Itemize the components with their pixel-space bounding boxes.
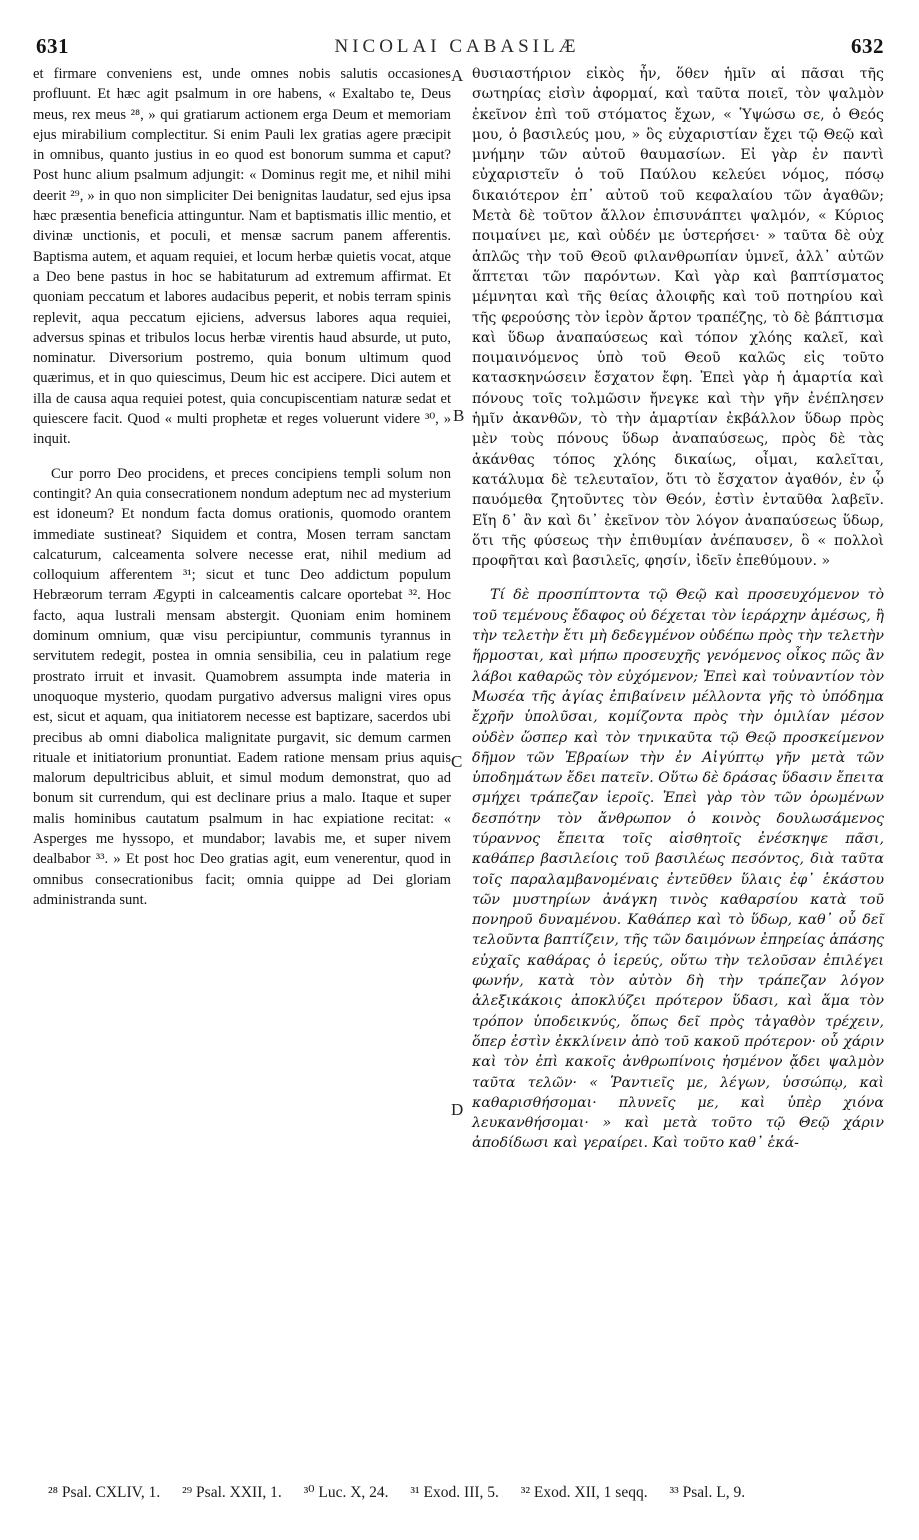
latin-paragraph-2: Cur porro Deo procidens, et preces concipiens templi solum non contingit? An quia consecrationem nondum adeptum nec ad mysterium est idoneum? Et nondum facta domus orationis, quomodo orantem immediate sustineat? Siquidem et contra, Mosen terram sanctam calcaturum, calceamenta solvere necesse erat, nihil medium ad colloquium afferentem ³¹; sicut et tunc Deo addictum populum Hebræorum terram Ægypti in calceamentis calcare oportebat ³². Hoc facto, aqua lustrali mensam abstergit. Quoniam enim hominem dominum omnium, quæ visu percipiuntur, communis tyrannus in servitutem redegit, postea in omnia sensibilia, ceu in palatium rege prostrato irruit et invasit. Quamobrem assumpta inde materia in unoquoque mysterio, quodam purgativo adversus maligni vires opus est, sicut et aquam, qua initiatorem necesse est baptizare, sacerdos ubi precibus ab omni diabolica malignitate purgavit, sic demum carmen rituale et initiatorium pronuntiat. Eadem ratione mensam prius aquis malorum depultricibus abluit, et simul modum demonstrat, quo ad bonum sit currendum, qui est declinare prius a malo. Itaque et super malis hominibus cautatum psalmum in hac expiatione recitat: « Asperges me hyssopo, et mundabor; lavabis me, et super nivem dealbabor ³³. » Et post hoc Deo gratias agit, eum venerentur, quod in omnibus consecrationibus facit; omnia quippe ad Dei gloriam administranda sunt. <box>33 465 451 908</box>
greek-column <box>472 64 884 1154</box>
footnote: ³¹ Exod. III, 5. <box>410 1484 499 1501</box>
running-title: NICOLAI CABASILÆ <box>334 36 580 57</box>
left-page-number: 631 <box>36 34 69 58</box>
latin-paragraph-1: et firmare conveniens est, unde omnes nobis salutis occasiones profluunt. Et hæc agit psalmum in ore habens, « Exaltabo te, Deus meus, rex meus ²⁸, » qui gratiarum actionem erga Deum et memoriam ejus mirabilium complectitur. Si enim Pauli lex gratias agere præcipit in omnibus, quanto justius in eo quod est bonorum summa et caput? Post hunc alium psalmum adjungit: « Dominus regit me, et nihil mihi deerit ²⁹, » in quo non simpliciter Dei benignitas laudatur, sed ejus ipsa hæc præsentia beneficia attinguntur. Nam et baptismatis illic mentio, et divinæ unctionis, et poculi, et mensæ sacrum panem afferentis. Baptisma autem, et aquam requiei, et locum herbæ quietis vocat, atque a Deo bene pastus in hoc se habitaturum ad extremum affirmat. Et quoniam peccatum et labores audacibus peperit, et nobis terram spinis replevit, aqua peccatum ejiciens, adversus labores aqua requiei, adversus spinas et tribulos locus herbæ virentis haud absurde, ut puto, nominatur. Diversorium postremo, quia bonum ultimum quod quærimus, et in quo quiescimus, Deum hic est accipere. Dici autem et illa de causa aqua requiei potest, quia concupiscentiam naturæ sedat et quiescere facit. Quod « multi prophetæ et reges voluerunt videre ³⁰, » inquit. <box>33 66 451 448</box>
footnote: ²⁹ Psal. XXII, 1. <box>182 1484 282 1501</box>
column-marker-d: D <box>451 1100 464 1119</box>
footnotes <box>48 1482 884 1503</box>
right-page-number: 632 <box>851 34 884 58</box>
column-marker-b: B <box>453 406 465 425</box>
column-marker-c: C <box>451 752 463 771</box>
footnote: ³⁰ Luc. X, 24. <box>303 1484 389 1501</box>
latin-column <box>33 64 451 910</box>
footnote: ³³ Psal. L, 9. <box>669 1484 746 1501</box>
footnote: ²⁸ Psal. CXLIV, 1. <box>48 1484 161 1501</box>
greek-paragraph-2: Τί δὲ προσπίπτοντα τῷ Θεῷ καὶ προσευχόμενον τὸ τοῦ τεμένους ἔδαφος οὐ δέχεται τὸν ἱεράρχην ἀμέσως, ἢ τὴν τελετὴν ἔτι μὴ δεδεγμένον οὐδέπω πρὸς τὴν τελετὴν ἥρμοσται, καὶ μήπω προσευχῆς γενόμενος οἶκος πῶς ἂν λάβοι καθαρῶς τὸν εὐχόμενον; Ἐπεὶ καὶ τοὐναντίον τὸν Μωσέα τῆς ἁγίας ἐπιβαίνειν μέλλοντα γῆς τὸ ὑπόδημα ἔχρῆν ὑπολῦσαι, κομίζοντα πρὸς τὴν ὁμιλίαν μέσον οὐδὲν ὥσπερ καὶ τὸν τηνικαῦτα τῷ Θεῷ προσκείμενον δῆμον τῶν Ἑβραίων τὴν ἐν Αἰγύπτῳ γῆν μετὰ τῶν ὑποδημάτων ἔδει πατεῖν. Οὕτω δὲ δράσας ὕδασιν ἔπειτα σμήχει τράπεζαν ἱεροῖς. Ἐπεὶ γὰρ τὸν τῶν ὁρωμένων δεσπότην τὸν ἄνθρωπον ὁ κοινὸς δουλωσάμενος τύραννος ἔπειτα τοῖς αἰσθητοῖς ἐνέσκηψε πᾶσι, καθάπερ βασιλείοις τοῦ βασιλέως πεσόντος, διὰ ταῦτα τοῖς παραλαμβανομέναις ἐντεῦθεν ὕλαις ἐφ᾽ ἑκάστου τῶν μυστηρίων ἀνάγκη τινὸς καθαρσίου κατὰ τοῦ πονηροῦ δυναμένου. Καθάπερ καὶ τὸ ὕδωρ, καθ᾽ οὗ δεῖ τελοῦντα βαπτίζειν, τῆς τῶν δαιμόνων ἐπηρείας ἁπάσης εὐχαῖς καθάρας ὁ ἱερεύς, οὕτω τὴν τελοῦσαν ἐπιλέγει φωνήν, κατὰ τὸν αὐτὸν δὴ τὴν τράπεζαν λόγον ἀλεξικάκοις ἀποκλύζει πρότερον ὕδασι, καὶ ἅμα τὸν τρόπον ὑποδεικνύς, ὅπως δεῖ πρὸς τἀγαθὸν τρέχειν, ὅπερ ἐστὶν ἐκκλίνειν ἀπὸ τοῦ κακοῦ πρότερον· οὗ χάριν καὶ τὸν ἐπὶ κακοῖς ἀνθρωπίνοις ἡσμένον ᾄδει ψαλμὸν ταῦτα τελῶν· « Ῥαντιεῖς με, λέγων, ὑσσώπῳ, καὶ καθαρισθήσομαι· πλυνεῖς με, καὶ ὑπὲρ χιόνα λευκανθήσομαι· » καὶ μετὰ τοῦτο τῷ Θεῷ χάριν ἀποδίδωσι καὶ γεραίρει. Καὶ τοῦτο καθ᾽ ἑκά- <box>472 587 885 1152</box>
column-marker-a: A <box>451 66 464 85</box>
greek-paragraph-1: θυσιαστήριον εἰκὸς ἦν, ὅθεν ἡμῖν αἱ πᾶσαι τῆς σωτηρίας εἰσὶν ἀφορμαί, καὶ ταῦτα ποιεῖ, τὸν ψαλμὸν ἐκεῖνον ἐπὶ τοῦ στόματος ἔχων, « Ὑψώσω σε, ὁ Θεός μου, ὁ βασιλεύς μου, » ὃς εὐχαριστίαν ἔχει τῷ Θεῷ καὶ μνήμην τῶν αὐτοῦ θαυμασίων. Εἰ γὰρ ἐν παντὶ εὐχαριστεῖν ὁ τοῦ Παύλου κελεύει νόμος, πόσῳ δικαιότερον ἐπ᾽ αὐτοῦ τοῦ κεφαλαίου τῶν ἀγαθῶν; Μετὰ δὲ τοῦτον ἄλλον ἐπισυνάπτει ψαλμόν, « Κύριος ποιμαίνει με, καὶ οὐδέν με ὑστερήσει· » ταῦτα δὲ οὐχ ἁπλῶς τὴν τοῦ Θεοῦ φιλανθρωπίαν ὑμνεῖ, ἀλλ᾽ αὐτῶν ἅπτεται τῶν παρόντων. Καὶ γὰρ καὶ βαπτίσματος μέμνηται καὶ τῆς θείας ἀλοιφῆς καὶ τοῦ ποτηρίου καὶ τῆς φερούσης τὸν ἱερὸν ἄρτον τραπέζης, τὸ δὲ βάπτισμα καὶ ὕδωρ ἀναπαύσεως καὶ τόπον χλόης καλεῖ, καὶ ποιμαινόμενος ὑπὸ τοῦ Θεοῦ καλῶς εἰς τοῦτο κατασκηνώσειν ἔσχατον ἔφη. Ἐπεὶ γὰρ ἡ ἁμαρτία καὶ πόνους τοῖς τολμῶσιν ἤνεγκε καὶ τὴν γῆν ἐνέπλησεν ἡμῖν ἀκανθῶν, τὸ τὴν ἁμαρτίαν ἐκβάλλον ὕδωρ πρὸς μὲν τοὺς πόνους ὕδωρ ἀναπαύσεως, πρὸς δὲ τὰς ἀκάνθας τόπος χλόης δικαίως, οἶμαι, καλεῖται, κατάλυμα δὲ τελευταῖον, ὅτι τὸ ἔσχατον ἀγαθόν, ἐν ᾧ παυόμεθα ζητοῦντες τὸν Θεόν, ἐστὶν ἐνταῦθα λαβεῖν. Εἴη δ᾽ ἂν καὶ δι᾽ ἐκεῖνον τὸν λόγον ἀναπαύσεως ὕδωρ, ὅτι τῆς φύσεως τὴν ἐπιθυμίαν ἀνέπαυσεν, ὃ « πολλοὶ προφῆται καὶ βασιλεῖς, φησίν, ἰδεῖν ἐπεθύμουν. » <box>472 66 884 570</box>
page-header <box>30 34 884 64</box>
footnote: ³² Exod. XII, 1 seqq. <box>520 1484 648 1501</box>
